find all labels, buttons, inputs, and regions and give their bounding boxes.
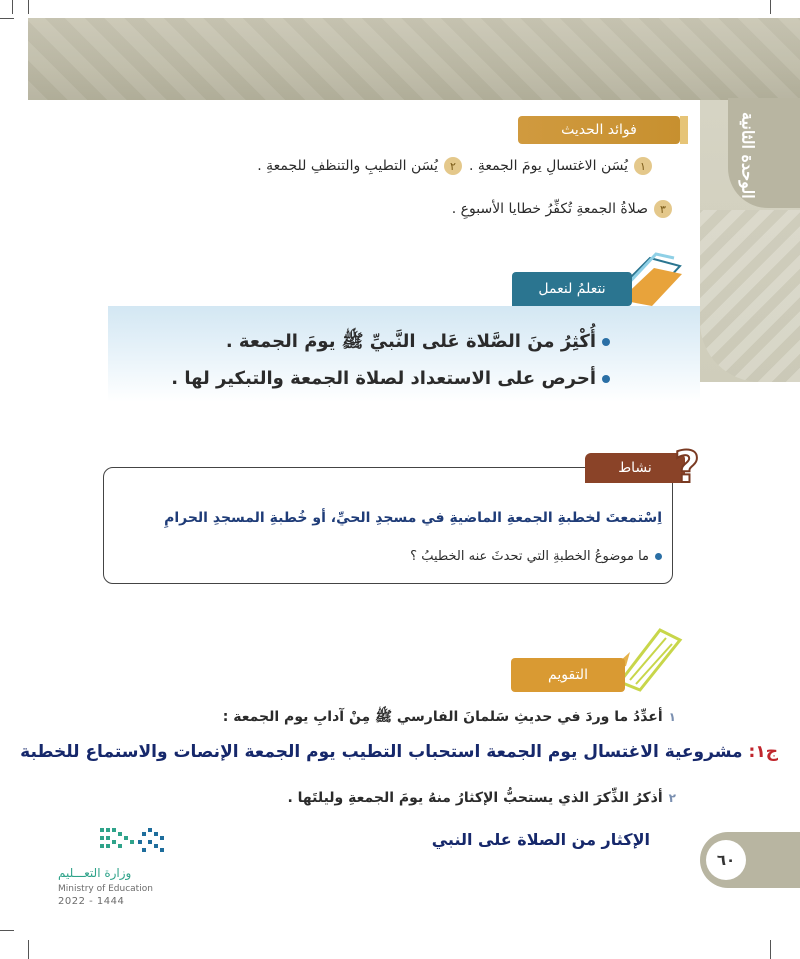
number-badge: ٢ xyxy=(444,157,462,175)
ministry-name-ar: وزارة التعـــليم xyxy=(58,866,132,880)
answer-1 xyxy=(20,742,778,762)
question-text: أعدِّدُ ما وردَ في حديثِ سَلمانَ الفارسي ﷺ مِنْ آدابِ يوم الجمعة : xyxy=(222,709,663,725)
question-number: ٢ xyxy=(668,791,676,805)
answer-2: الإكثار من الصلاة على النبي xyxy=(431,830,650,849)
number-badge: ٣ xyxy=(654,200,672,218)
ministry-logo-icon xyxy=(98,826,168,860)
bullet-icon xyxy=(655,553,662,560)
learn-title: نتعلمُ لنعمل xyxy=(512,272,632,306)
benefits-title: فوائد الحديث xyxy=(518,116,680,144)
crop-mark xyxy=(0,18,14,19)
question-2 xyxy=(287,790,676,806)
question-mark-icon xyxy=(672,444,702,490)
activity-instruction: اِسْتمعتَ لخطبةِ الجمعةِ الماضيةِ في مسجدِ الحيِّ، أو خُطبةِ المسجدِ الحرامِ xyxy=(164,510,662,526)
evaluation-title: التقويم xyxy=(511,658,625,692)
number-badge: ١ xyxy=(634,157,652,175)
crop-mark xyxy=(0,930,14,931)
benefit-text: يُسَن التطيبِ والتنظفِ للجمعةِ . xyxy=(257,158,438,174)
side-pattern xyxy=(700,210,800,382)
learn-text: أُكْثِرُ منَ الصَّلاة عَلى النَّبيِّ ﷺ يومَ الجمعة . xyxy=(225,331,596,352)
ministry-name-en: Ministry of Education xyxy=(58,884,153,894)
benefit-item xyxy=(469,157,652,175)
crop-mark xyxy=(770,0,771,14)
answer-text: مشروعية الاغتسال يوم الجمعة استحباب التطيب يوم الجمعة الإنصات والاستماع للخطبة xyxy=(20,742,743,762)
learn-text: أحرص على الاستعداد لصلاة الجمعة والتبكير لها . xyxy=(171,368,596,389)
bullet-icon xyxy=(602,338,610,346)
learn-item xyxy=(171,368,610,389)
edition-year: 2022 - 1444 xyxy=(58,896,125,907)
activity-question-text: ما موضوعُ الخطبةِ التي تحدثَ عنه الخطيبُ ؟ xyxy=(410,549,649,564)
benefit-item xyxy=(452,200,672,218)
page-number: ٦٠ xyxy=(706,840,746,880)
learn-item xyxy=(226,330,610,356)
top-banner xyxy=(28,18,800,100)
question-text: أذكرُ الذِّكرَ الذي يستحبُّ الإكثارُ منهُ يومَ الجمعةِ وليلتَها . xyxy=(287,790,663,806)
benefit-text: يُسَن الاغتسالِ يومَ الجمعةِ . xyxy=(469,158,628,174)
activity-question xyxy=(410,549,662,564)
crop-mark xyxy=(28,940,29,959)
answer-label: ج١: xyxy=(748,742,778,762)
question-1 xyxy=(223,708,676,728)
svg-text:?: ? xyxy=(674,444,700,490)
crop-mark xyxy=(12,0,13,14)
activity-title: نشاط xyxy=(585,453,685,483)
bullet-icon xyxy=(602,375,610,383)
crop-mark xyxy=(28,0,29,14)
crop-mark xyxy=(770,940,771,959)
benefit-text: صلاةُ الجمعةِ تُكفِّرُ خطايا الأسبوعِ . xyxy=(451,201,648,217)
unit-title: الوحدة الثانية xyxy=(738,111,758,199)
question-number: ١ xyxy=(668,710,676,724)
benefit-item xyxy=(257,157,462,175)
